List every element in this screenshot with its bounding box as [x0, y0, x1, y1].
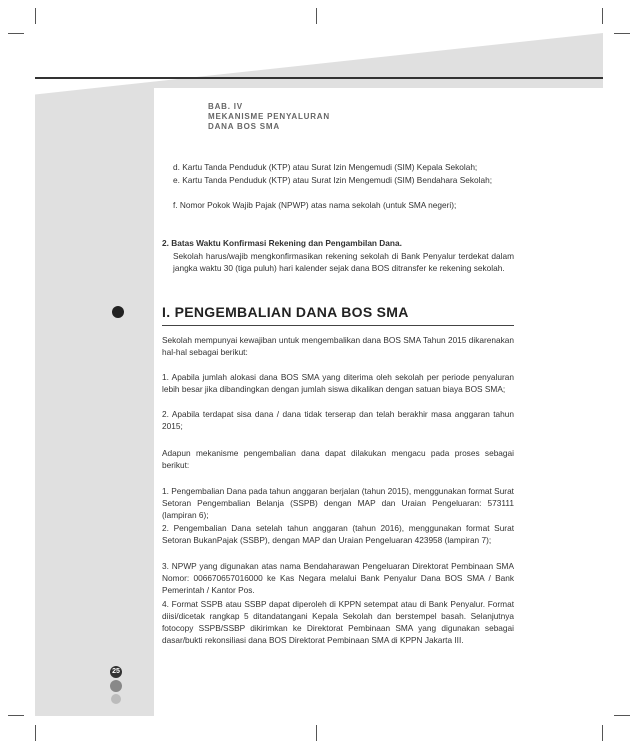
list-item: e. Kartu Tanda Penduduk (KTP) atau Surat Izin Mengemudi (SIM) Bendahara Sekolah; — [173, 175, 492, 185]
section-bullet — [112, 306, 124, 318]
crop-mark — [8, 715, 24, 716]
paragraph: Sekolah mempunyai kewajiban untuk mengembalikan dana BOS SMA Tahun 2015 dikarenakan hal-hal sebagai berikut: — [162, 335, 514, 357]
list-item: 2. Apabila terdapat sisa dana / dana tidak terserap dan telah berakhir masa anggaran tahun 2015; — [162, 409, 514, 431]
section-title: 2. Batas Waktu Konfirmasi Rekening dan Pengambilan Dana. — [162, 238, 402, 248]
chapter-line-3: DANA BOS SMA — [208, 122, 280, 131]
list-item: 1. Apabila jumlah alokasi dana BOS SMA yang diterima oleh sekolah per periode penyaluran lebih besar jika dibandingkan dengan jumlah siswa dikalikan dengan satuan biaya BOS SMA; — [162, 372, 514, 394]
decorative-dot — [111, 694, 121, 704]
paragraph: Adapun mekanisme pengembalian dana dapat dilakukan mengacu pada proses sebagai berikut: — [162, 448, 514, 470]
crop-mark — [602, 725, 603, 741]
chapter-line-2: MEKANISME PENYALURAN — [208, 112, 330, 121]
crop-mark — [316, 8, 317, 24]
crop-mark — [614, 715, 630, 716]
crop-mark — [35, 725, 36, 741]
section-body: Sekolah harus/wajib mengkonfirmasikan rekening sekolah di Bank Penyalur terdekat dalam jangka waktu 30 (tiga puluh) hari kalender sejak dana BOS ditransfer ke rekening sekolah. — [173, 251, 514, 273]
crop-mark — [614, 33, 630, 34]
heading-rule — [162, 325, 514, 326]
crop-mark — [602, 8, 603, 24]
list-item: 1. Pengembalian Dana pada tahun anggaran berjalan (tahun 2015), menggunakan format Surat Setoran Pengembalian Belanja (SSPB) dengan MAP dan Uraian Pengeluaran: 573111 (lampiran 6); — [162, 486, 514, 520]
crop-mark — [35, 8, 36, 24]
section-heading: I. PENGEMBALIAN DANA BOS SMA — [162, 304, 409, 320]
page-number: 25 — [110, 666, 122, 678]
list-item: 3. NPWP yang digunakan atas nama Bendaharawan Pengeluaran Direktorat Pembinaan SMA Nomor: 006670657016000 ke Kas Negara melalui Bank Penyalur Dana BOS SMA / Bank Pemerintah / Kantor Pos. — [162, 561, 514, 595]
list-item: f. Nomor Pokok Wajib Pajak (NPWP) atas nama sekolah (untuk SMA negeri); — [173, 200, 457, 210]
header-rule — [35, 77, 603, 79]
list-item: d. Kartu Tanda Penduduk (KTP) atau Surat Izin Mengemudi (SIM) Kepala Sekolah; — [173, 162, 478, 172]
list-item: 4. Format SSPB atau SSBP dapat diperoleh di KPPN setempat atau di Bank Penyalur. Format diisi/dicetak rangkap 5 ditandatangani Kepala Sekolah dan berstempel basah. Selanjutnya fotocopy SSPB/SSBP dikirimkan ke Direktorat Pembinaan SMA yang digunakan sebagai dasar/bukti rekonsiliasi dana BOS Direktorat Pembinaan SMA di KPPN Jakarta III. — [162, 599, 514, 645]
chapter-header — [208, 102, 330, 132]
decorative-dot — [110, 680, 122, 692]
crop-mark — [8, 33, 24, 34]
crop-mark — [316, 725, 317, 741]
list-item: 2. Pengembalian Dana setelah tahun anggaran (tahun 2016), menggunakan format Surat Setoran BukanPajak (SSBP), dengan MAP dan Uraian Pengeluaran 423958 (lampiran 7); — [162, 523, 514, 545]
chapter-line-1: BAB. IV — [208, 102, 243, 111]
